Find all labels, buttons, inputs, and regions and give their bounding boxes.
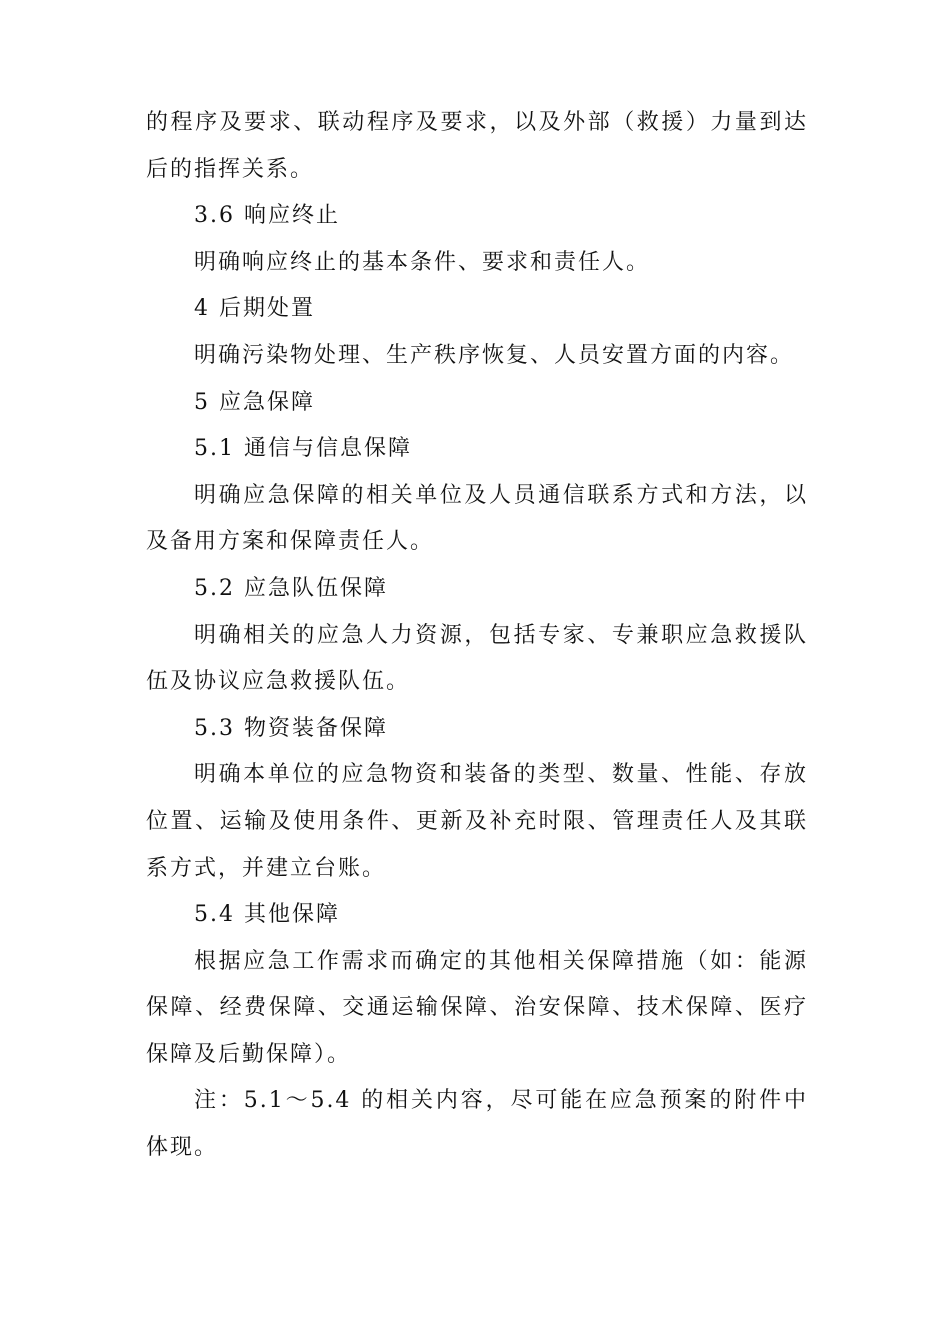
paragraph-continuation: 的程序及要求、联动程序及要求，以及外部（救援）力量到达后的指挥关系。 — [146, 110, 808, 182]
section-heading-4: 4 后期处置 — [194, 296, 315, 322]
paragraph-note: 注：5.1～5.4 的相关内容，尽可能在应急预案的附件中体现。 — [146, 1088, 808, 1161]
paragraph-other-support: 根据应急工作需求而确定的其他相关保障措施（如：能源保障、经费保障、交通运输保障、治安保障、技术保障、医疗保障及后勤保障）。 — [146, 948, 808, 1067]
document-page — [146, 100, 808, 1172]
section-heading-5: 5 应急保障 — [194, 389, 315, 415]
paragraph-response-termination: 明确响应终止的基本条件、要求和责任人。 — [194, 249, 651, 275]
section-heading-5-3: 5.3 物资装备保障 — [194, 715, 388, 741]
section-heading-5-1: 5.1 通信与信息保障 — [194, 436, 412, 462]
paragraph-communication: 明确应急保障的相关单位及人员通信联系方式和方法，以及备用方案和保障责任人。 — [146, 482, 808, 555]
paragraph-materials: 明确本单位的应急物资和装备的类型、数量、性能、存放位置、运输及使用条件、更新及补充时限、管理责任人及其联系方式，并建立台账。 — [146, 762, 808, 881]
section-heading-5-4: 5.4 其他保障 — [194, 902, 340, 928]
section-heading-3-6: 3.6 响应终止 — [194, 203, 340, 229]
paragraph-post-disposal: 明确污染物处理、生产秩序恢复、人员安置方面的内容。 — [194, 342, 795, 368]
section-heading-5-2: 5.2 应急队伍保障 — [194, 575, 388, 601]
paragraph-team: 明确相关的应急人力资源，包括专家、专兼职应急救援队伍及协议应急救援队伍。 — [146, 622, 808, 695]
